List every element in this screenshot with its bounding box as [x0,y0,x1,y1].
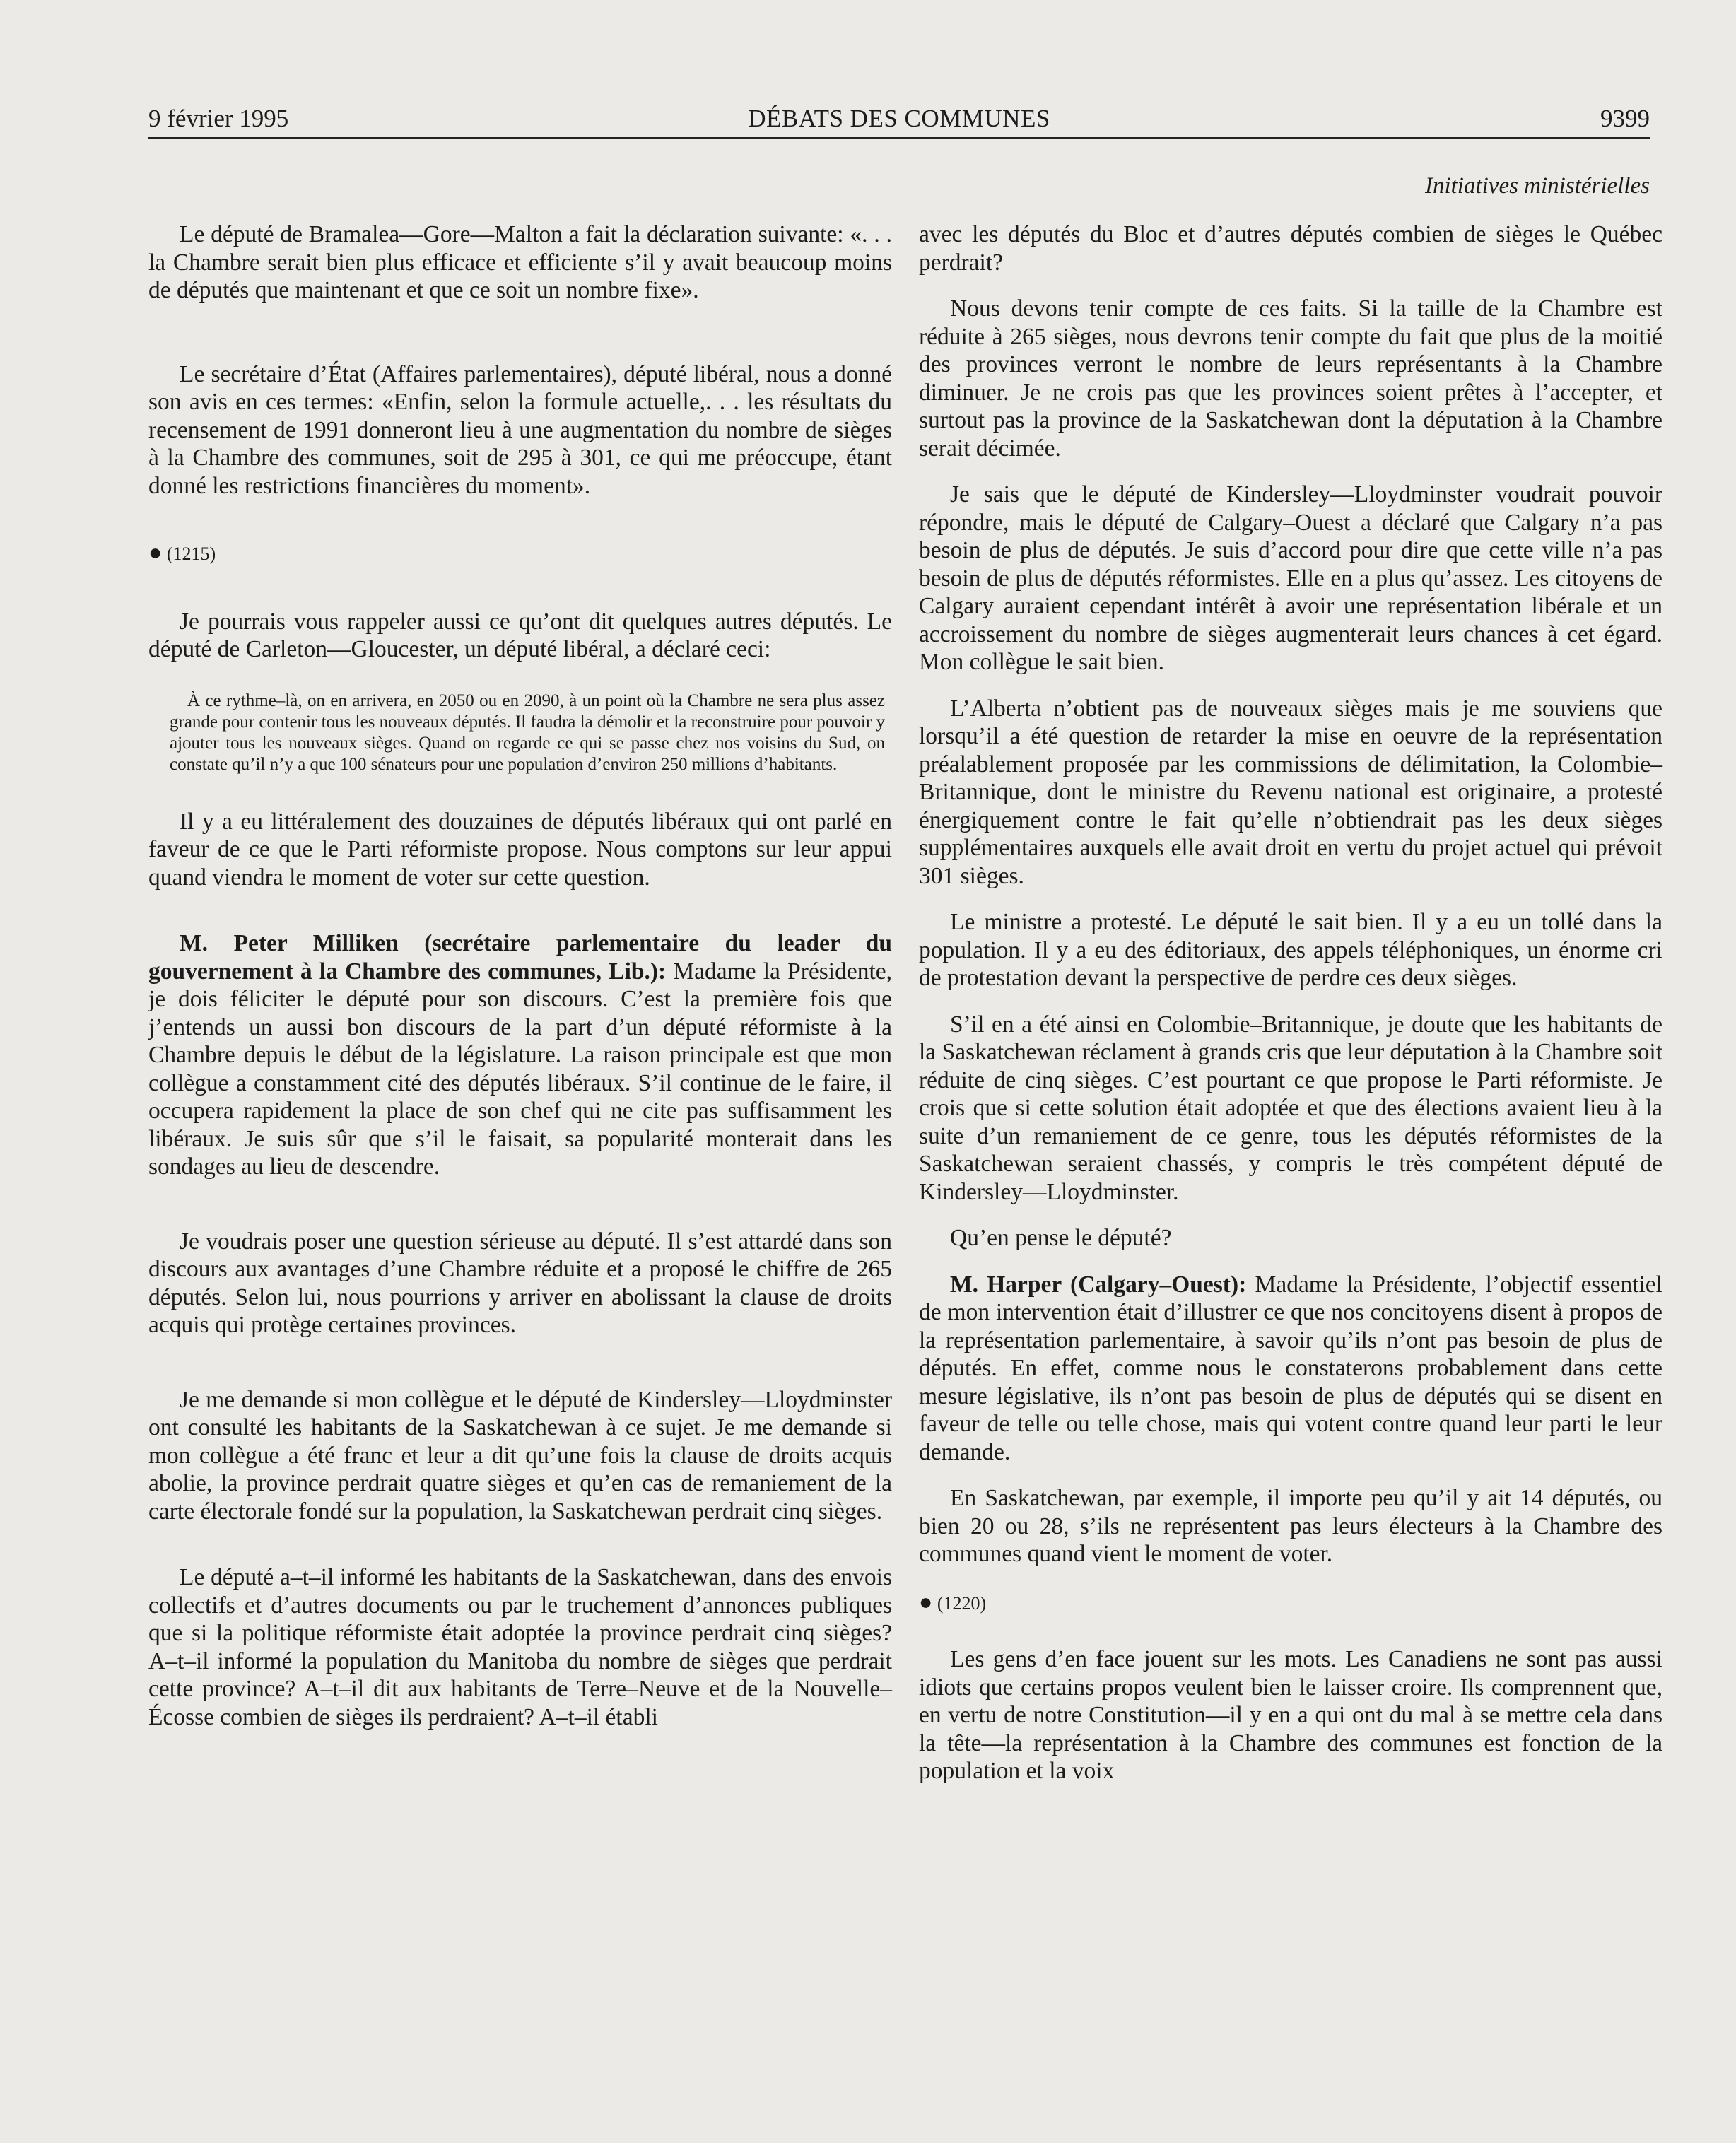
time-marker [919,1588,1662,1618]
paragraph: Le député a–t–il informé les habitants de la Saskatchewan, dans des envois collectifs et d’autres documents ou par le truchement d’annonces publiques que si la politique réformiste était adoptée la province perdrait cinq sièges? A–t–il informé la population du Manitoba du nombre de sièges que perdrait cette province? A–t–il dit aux habitants de Terre–Neuve et de la Nouvelle–Écosse combien de sièges ils perdraient? A–t–il établi [148,1564,892,1730]
paragraph: Le secrétaire d’État (Affaires parlementaires), député libéral, nous a donné son avis en ces termes: «Enfin, selon la formule actuelle,. . . les résultats du recensement de 1991 donneront lieu à une augmentation du nombre de sièges à la Chambre des communes, soit de 295 à 301, ce qui me préoccupe, étant donné les restrictions financières du moment». [148,360,892,499]
paragraph: Je voudrais poser une question sérieuse au député. Il s’est attardé dans son discours aux avantages d’une Chambre réduite et a proposé le chiffre de 265 députés. Selon lui, nous pourrions y arriver en abolissant la clause de droits acquis qui protège certaines provinces. [148,1228,892,1339]
speech-paragraph [919,1271,1662,1467]
block-quote: À ce rythme–là, on en arrivera, en 2050 ou en 2090, à un point où la Chambre ne sera plus assez grande pour contenir tous les nouveaux députés. Il faudra la démolir et la reconstruire pour pouvoir y ajouter tous les nouveaux sièges. Quand on regarde ce qui se passe chez nos voisins du Sud, on constate qu’il n’y a que 100 sénateurs pour une population d’environ 250 millions d’habitants. [170,691,885,775]
speaker-name: M. Harper (Calgary–Ouest): [950,1271,1247,1298]
section-title: Initiatives ministérielles [1424,173,1650,199]
paragraph: Je sais que le député de Kindersley—Lloydminster voudrait pouvoir répondre, mais le député de Calgary–Ouest a déclaré que Calgary n’a pas besoin de plus de députés. Je suis d’accord pour dire que cette ville n’a pas besoin de plus de députés réformistes. Elle en a plus qu’assez. Les citoyens de Calgary auraient cependant intérêt à avoir une représentation libérale et un accroissement du nombre de sièges augmenterait leurs chances à cet égard. Mon collègue le sait bien. [919,481,1662,675]
speaker-name: M. Peter Milliken (secrétaire parlementaire du leader du gouvernement à la Chambre des communes, Lib.): [148,930,892,985]
header-date: 9 février 1995 [148,105,289,132]
paragraph: S’il en a été ainsi en Colombie–Britannique, je doute que les habitants de la Saskatchewan réclament à grands cris que leur députation à la Chambre soit réduite de cinq sièges. C’est pourtant ce que propose le Parti réformiste. Je crois que si cette solution était adoptée et que des élections avaient lieu à la suite d’un remaniement de ce genre, tous les députés réformistes de la Saskatchewan seraient chassés, y compris le très compétent député de Kindersley—Lloydminster. [919,1011,1662,1205]
time-marker-label: (1215) [166,544,216,564]
paragraph: Qu’en pense le député? [950,1225,1172,1251]
header-title: DÉBATS DES COMMUNES [748,105,1050,132]
paragraph: Le député de Bramalea—Gore—Malton a fait la déclaration suivante: «. . . la Chambre serait bien plus efficace et efficiente s’il y avait beaucoup moins de députés que maintenant et que ce soit un nombre fixe». [148,221,892,303]
paragraph: avec les députés du Bloc et d’autres députés combien de sièges le Québec perdrait? [919,221,1662,276]
paragraph: Je pourrais vous rappeler aussi ce qu’ont dit quelques autres députés. Le député de Carleton—Gloucester, un député libéral, a déclaré ceci: [148,608,892,662]
left-column [148,221,892,1731]
page-header [148,103,1650,139]
paragraph: L’Alberta n’obtient pas de nouveaux sièges mais je me souviens que lorsqu’il a été question de retarder la mise en oeuvre de la représentation préalablement proposée par les commissions de délimitation, la Colombie–Britannique, dont le ministre du Revenu national est originaire, a protesté énergiquement contre le fait qu’elle n’obtiendrait pas les deux sièges supplémentaires auxquels elle avait droit en vertu du projet actuel qui prévoit 301 sièges. [919,695,1662,889]
header-page-number: 9399 [1600,105,1650,132]
speech-paragraph [148,929,892,1181]
bullet-icon: ● [919,1588,933,1614]
bullet-icon: ● [148,539,163,565]
time-marker [148,539,892,568]
paragraph: En Saskatchewan, par exemple, il importe peu qu’il y ait 14 députés, ou bien 20 ou 28, s’ils ne représentent pas leurs électeurs à la Chambre des communes quand vient le moment de voter. [919,1485,1662,1567]
paragraph: Le ministre a protesté. Le député le sait bien. Il y a eu un tollé dans la population. Il y a eu des éditoriaux, des appels téléphoniques, un énorme cri de protestation devant la perspective de perdre ces deux sièges. [919,909,1662,991]
paragraph: Je me demande si mon collègue et le député de Kindersley—Lloydminster ont consulté les habitants de la Saskatchewan à ce sujet. Je me demande si mon collègue a été franc et leur a dit qu’une fois la clause de droits acquis abolie, la province perdrait quatre sièges et qu’en cas de remaniement de la carte électorale fondé sur la population, la Saskatchewan perdrait cinq sièges. [148,1386,892,1525]
speech-text: Madame la Présidente, l’objectif essentiel de mon intervention était d’illustrer ce que nos concitoyens disent à propos de la représentation parlementaire, à savoir qu’ils n’ont pas besoin de plus de députés. En effet, comme nous le constaterons probablement dans cette mesure législative, ils n’ont pas besoin de plus de députés qui se disent en faveur de telle ou telle chose, mais qui votent contre quand leur parti le leur demande. [919,1271,1662,1465]
time-marker-label: (1220) [937,1592,987,1614]
speech-text: Madame la Présidente, je dois féliciter le député pour son discours. C’est la première fois que j’entends un aussi bon discours de la part d’un député réformiste à la Chambre depuis le début de la législature. La raison principale est que mon collègue a constamment cité des députés libéraux. S’il continue de le faire, il occupera rapidement la place de son chef qui ne cite pas suffisamment les libéraux. Je suis sûr que s’il le faisait, sa popularité monterait dans les sondages au lieu de descendre. [148,958,892,1180]
paragraph: Nous devons tenir compte de ces faits. Si la taille de la Chambre est réduite à 265 sièges, nous devrons tenir compte du fait que plus de la moitié des provinces verront le nombre de leurs représentants à la Chambre diminuer. Je ne crois pas que les provinces soient prêtes à l’accepter, et surtout pas la province de la Saskatchewan dont la députation à la Chambre serait décimée. [919,295,1662,462]
right-column [919,221,1662,1785]
paragraph: Il y a eu littéralement des douzaines de députés libéraux qui ont parlé en faveur de ce que le Parti réformiste propose. Nous comptons sur leur appui quand viendra le moment de voter sur cette question. [148,808,892,891]
paragraph: Les gens d’en face jouent sur les mots. Les Canadiens ne sont pas aussi idiots que certains propos veulent bien le laisser croire. Ils comprennent que, en vertu de notre Constitution—il y en a qui ont du mal à se mettre cela dans la tête—la représentation à la Chambre des communes est fonction de la population et la voix [919,1646,1662,1784]
